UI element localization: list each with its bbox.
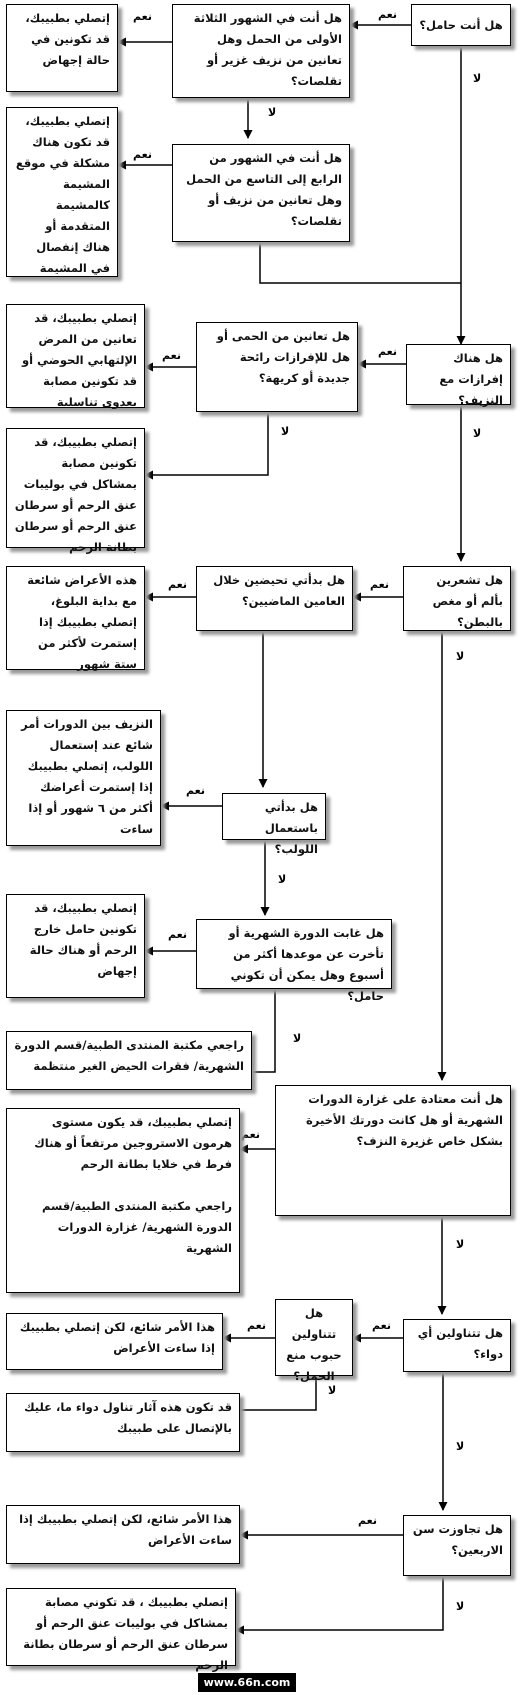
yes-label: نعم: [370, 578, 389, 591]
no-label: لا: [328, 1384, 337, 1397]
yes-label: نعم: [133, 10, 152, 23]
question-pregnant: هل أنت حامل؟: [411, 4, 511, 46]
answer-ectopic: إتصلي بطبيبك، قد تكونين حامل خارج الرحم أو هناك حالة إجهاض: [6, 894, 145, 998]
answer-common-age: هذا الأمر شائع، لكن إتصلي بطبيبك إذا ساءت الأعراض: [6, 1505, 240, 1564]
question-fever: هل تعانين من الحمى أو هل للإفرازات رائحة جديدة أو كريهة؟: [196, 322, 358, 412]
question-later-pregnancy: هل أنت في الشهور من الرابع إلى التاسع من الحمل وهل تعانين من نزيف أو تقلصات؟: [172, 144, 350, 242]
question-first-trimester: هل أنت في الشهور الثلاثة الأولى من الحمل وهل تعانين من نزيف غزير أو تقلصات؟: [172, 4, 350, 98]
question-recent-menarche: هل بدأتي تحيضين خلال العامين الماضيين؟: [196, 566, 353, 631]
yes-label: نعم: [378, 8, 397, 21]
question-missed-period: هل غابت الدورة الشهرية أو تأخرت عن موعدها أكثر من أسبوع وهل يمكن أن تكوني حامل؟: [196, 919, 392, 989]
yes-label: نعم: [168, 928, 187, 941]
answer-puberty: هذه الأعراض شائعة مع بداية البلوغ، إتصلي بطبيبك إذا إستمرت لأكثر من ستة شهور: [6, 566, 145, 670]
question-iud: هل بدأتي باستعمال اللولب؟: [222, 793, 326, 840]
yes-label: نعم: [241, 1128, 260, 1141]
no-label: لا: [281, 425, 290, 438]
question-abdominal-pain: هل تشعرين بألم أو مغص بالبطن؟: [403, 566, 511, 631]
no-label: لا: [278, 873, 287, 886]
answer-iud-bleeding: النزيف بين الدورات أمر شائع عند إستعمال اللولب، إتصلي بطبيبك إذا إستمرت أعراضك أكثر من ٦ شهور أو إذا ساءت: [6, 710, 161, 846]
question-heavy-periods: هل أنت معتادة على غزارة الدورات الشهرية أو هل كانت دورتك الأخيرة بشكل خاص غزيرة النزف؟: [275, 1085, 511, 1216]
yes-label: نعم: [168, 578, 187, 591]
no-label: لا: [456, 1238, 465, 1251]
no-label: لا: [456, 650, 465, 663]
answer-irregular-periods: راجعي مكتبة المنتدى الطبية/قسم الدورة الشهرية/ فقرات الحيض الغير منتظمة: [6, 1031, 252, 1090]
question-over-forty: هل تجاوزت سن الاربعين؟: [403, 1515, 511, 1576]
answer-miscarriage: إتصلي بطبيبك، قد تكونين في حالة إجهاض: [6, 4, 118, 92]
yes-label: نعم: [162, 349, 181, 362]
answer-estrogen: إتصلي بطبيبك، قد يكون مستوى هرمون الاستروجين مرتفعاً أو هناك فرط في خلايا بطانة الرحم راجعي مكتبة المنتدى الطبية/قسم الدورة الشهرية/ غزارة الدورات الشهرية: [6, 1108, 240, 1293]
yes-label: نعم: [358, 1514, 377, 1527]
question-discharge: هل هناك إفرازات مع النزيف؟: [406, 344, 511, 405]
site-footer-url[interactable]: www.66n.com: [198, 1673, 296, 1692]
answer-pelvic-infection: إتصلي بطبيبك، قد تعانين من المرض الإلتهابي الحوضي أو قد تكونين مصابة بعدوى تناسلية: [6, 304, 145, 408]
no-label: لا: [473, 72, 482, 85]
no-label: لا: [456, 1600, 465, 1613]
yes-label: نعم: [133, 148, 152, 161]
question-birth-control: هل تتناولين حبوب منع الحمل؟: [275, 1299, 353, 1376]
answer-cervical-issues: إتصلي بطبيبك، قد تكونين مصابة بمشاكل في بوليبات عنق الرحم أو سرطان عنق الرحم أو سرطان بطانة الرحم: [6, 428, 145, 548]
no-label: لا: [456, 1440, 465, 1453]
yes-label: نعم: [186, 784, 205, 797]
yes-label: نعم: [247, 1319, 266, 1332]
no-label: لا: [473, 427, 482, 440]
answer-medication-effect: قد تكون هذه آثار تناول دواء ما، عليك بالإتصال على طبيبك: [6, 1393, 240, 1452]
no-label: لا: [268, 106, 277, 119]
yes-label: نعم: [378, 345, 397, 358]
yes-label: نعم: [372, 1319, 391, 1332]
no-label: لا: [293, 1032, 302, 1045]
answer-common-bc: هذا الأمر شائع، لكن إتصلي بطبيبك إذا ساءت الأعراض: [6, 1313, 223, 1370]
answer-cancer-risk: إتصلي بطبيبك ، قد تكوني مصابة بمشاكل في بوليبات عنق الرحم أو سرطان عنق الرحم أو سرطان بطانة الرحم: [6, 1588, 236, 1666]
question-medication: هل تتناولين أي دواء؟: [403, 1319, 511, 1372]
answer-placenta-problem: إتصلي بطبيبك، قد تكون هناك مشكلة في موقع المشيمة كالمشيمة المتقدمة أو هناك إنفصال في المشيمة: [6, 107, 118, 277]
